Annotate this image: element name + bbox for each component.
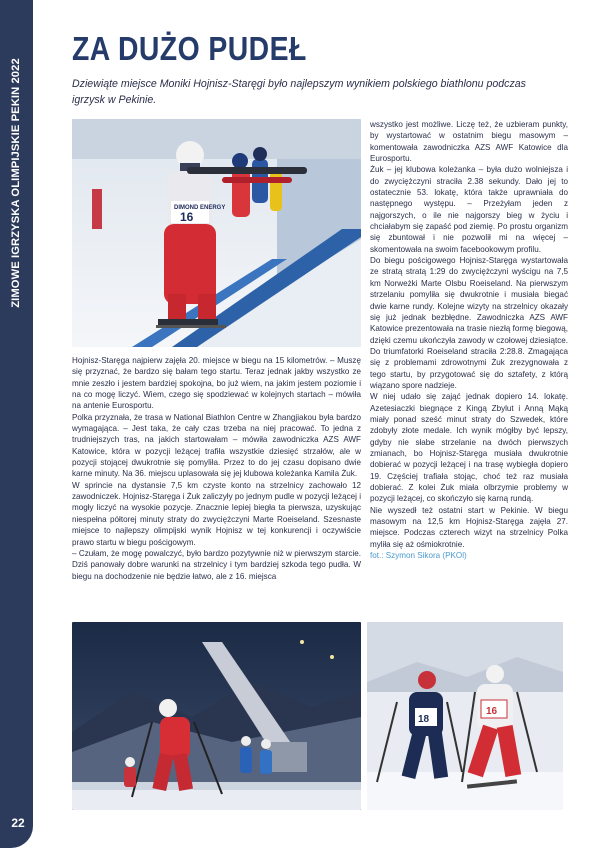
photo-biathlete-shooting <box>72 119 361 347</box>
article-body-right <box>370 119 568 561</box>
bib-number-left: 18 <box>418 714 430 725</box>
top-bib-sponsor: DIMOND ENERGY <box>174 205 226 211</box>
sidebar-title-text: ZIMOWE IGRZYSKA OLIMPIJSKIE PEKIN 2022 <box>10 58 22 308</box>
paragraph: Żuk – jej klubowa koleżanka – była dużo wolniejsza i do zwyciężczyni straciła 2.38 sekundy. Dało jej to ostatecznie 53. lokatę, która także uprawniała do następnego występu. – Przeżyłam jeden z najgorszych, o ile nie najgorszy bieg w życiu i chciałabym się zapaść pod ziemię. Po prostu organizm się zbuntował i nie pozwolił mi na więcej – skomentowała na swoim facebookowym profilu. <box>370 165 568 254</box>
article-body-left <box>72 355 361 582</box>
article-title: ZA DUŻO PUDEŁ <box>72 30 307 67</box>
paragraph: Nie wyszedł też ostatni start w Pekinie. W biegu masowym na 12,5 km Hojnisz-Staręga zajęła 27. miejsce. Podczas czterech wizyt na strzelnicy Polka myliła się aż ośmiokrotnie. <box>370 505 568 549</box>
article-lead: Dziewiąte miejsce Moniki Hojnisz-Staręgi było najlepszym wynikiem polskiego biathlonu podczas igrzysk w Pekinie. <box>72 78 526 106</box>
paragraph: – Czułam, że mogę powalczyć, było bardzo pozytywnie niż w pierwszym starcie. Dziś panowały dobre warunki na strzelnicy i tym bardziej szkoda tego pudła. W biegu na dochodzenie nie będzie łatwo, ale z 16. miejsca <box>72 548 361 581</box>
sidebar-vertical-title <box>3 48 29 318</box>
paragraph: Do biegu pościgowego Hojnisz-Staręga wystartowała ze stratą stratą 1:29 do zwyciężczyni wyścigu na 7,5 km Norweżki Marte Olsbu Roeiseland. Na pierwszym strzelaniu pomyliła się dwukrotnie i musiała biegać dwie karne rundy. Kolejne wizyty na strzelnicy okazały się już jednak bezbłędne. Zawodniczka AZS AWF Katowice prezentowała na trasie niezłą formę biegową, dzięki czemu ukończyła zawody w czołowej dziesiątce. Do triumfatorki Roeiseland straciła 2:28.8. Zmagająca się z problemami zdrowotnymi Żuk zrezygnowała z tego startu, by przygotować się do sztafety, z którą wiązano spore nadzieje. <box>370 256 568 390</box>
paragraph: W niej udało się zająć jednak dopiero 14. lokatę. Azetesiaczki biegnące z Kingą Zbylut i Anną Mąką miały ponad sześć minut straty do Szwedek, które zdobyły złote medale. Ich wynik mógłby być lepszy, gdyby nie słabe strzelanie na dwóch pierwszych zmianach, bo Hojnisz-Staręga musiała dwukrotnie dobierać w pozycji leżącej i na trasę wybiegła dopiero 19. Częściej trafiała stojąc, choć też raz musiała dobierać. Z kolei Żuk miała olbrzymie problemy w pozycji leżącej, co skończyło się karną rundą. <box>370 392 568 504</box>
photo-night-race <box>72 622 361 810</box>
paragraph: Polka przyznała, że trasa w National Biathlon Centre w Zhangjiakou była bardzo wymagająca. – Jest taka, że cały czas trzeba na niej pracować. To jedna z trudniejszych tras, na jakich startowałam – mówiła zawodniczka AZS AWF Katowice, która w pozycji leżącej trafiła wszystkie dziesięć strzałów, ale w pozycji stojącej dwukrotnie się pomyliła. Przez to do jej czasu dopisano dwie karne minuty. Na 36. miejscu uplasowała się jej klubowa koleżanka Kamila Żuk. <box>72 412 361 479</box>
sidebar <box>0 0 33 848</box>
bib-number-right: 16 <box>486 706 498 717</box>
page-number: 22 <box>11 816 25 830</box>
photo-credit: fot.: Szymon Sikora (PKOl) <box>370 551 467 561</box>
paragraph: Hojnisz-Staręga najpierw zajęła 20. miejsce w biegu na 15 kilometrów. – Muszę się przyznać, że bardzo się bałam tego startu. Teraz jednak jakby wszystko ze mnie zeszło i jestem bardziej spokojna, bo już wiem, na jakim jestem poziomie i na co mogę liczyć. Wiem, czego się spodziewać w kolejnych startach – mówiła na antenie Eurosportu. <box>72 356 361 411</box>
paragraph: W sprincie na dystansie 7,5 km czyste konto na strzelnicy zachowało 12 zawodniczek. Hojnisz-Staręga i Żuk zaliczyły po jednym pudle w pozycji leżącej i mogły liczyć na wysokie pozycje. Znacznie lepiej biegła ta pierwsza, uzyskując niespełna półtorej minuty straty do zwyciężczyni Marte Roeiseland. Szesnaste miejsce to najlepszy olimpijski wynik Hojnisz w tej konkurencji i oczywiście prawo startu w biegu pościgowym. <box>72 480 361 547</box>
paragraph: wszystko jest możliwe. Liczę też, że uzbieram punkty, by wystartować w ostatnim biegu masowym – komentowała zawodniczka AZS AWF Katowice dla Eurosportu. <box>370 120 568 164</box>
top-bib-number: 16 <box>180 210 194 224</box>
photo-two-skiers <box>367 622 563 810</box>
